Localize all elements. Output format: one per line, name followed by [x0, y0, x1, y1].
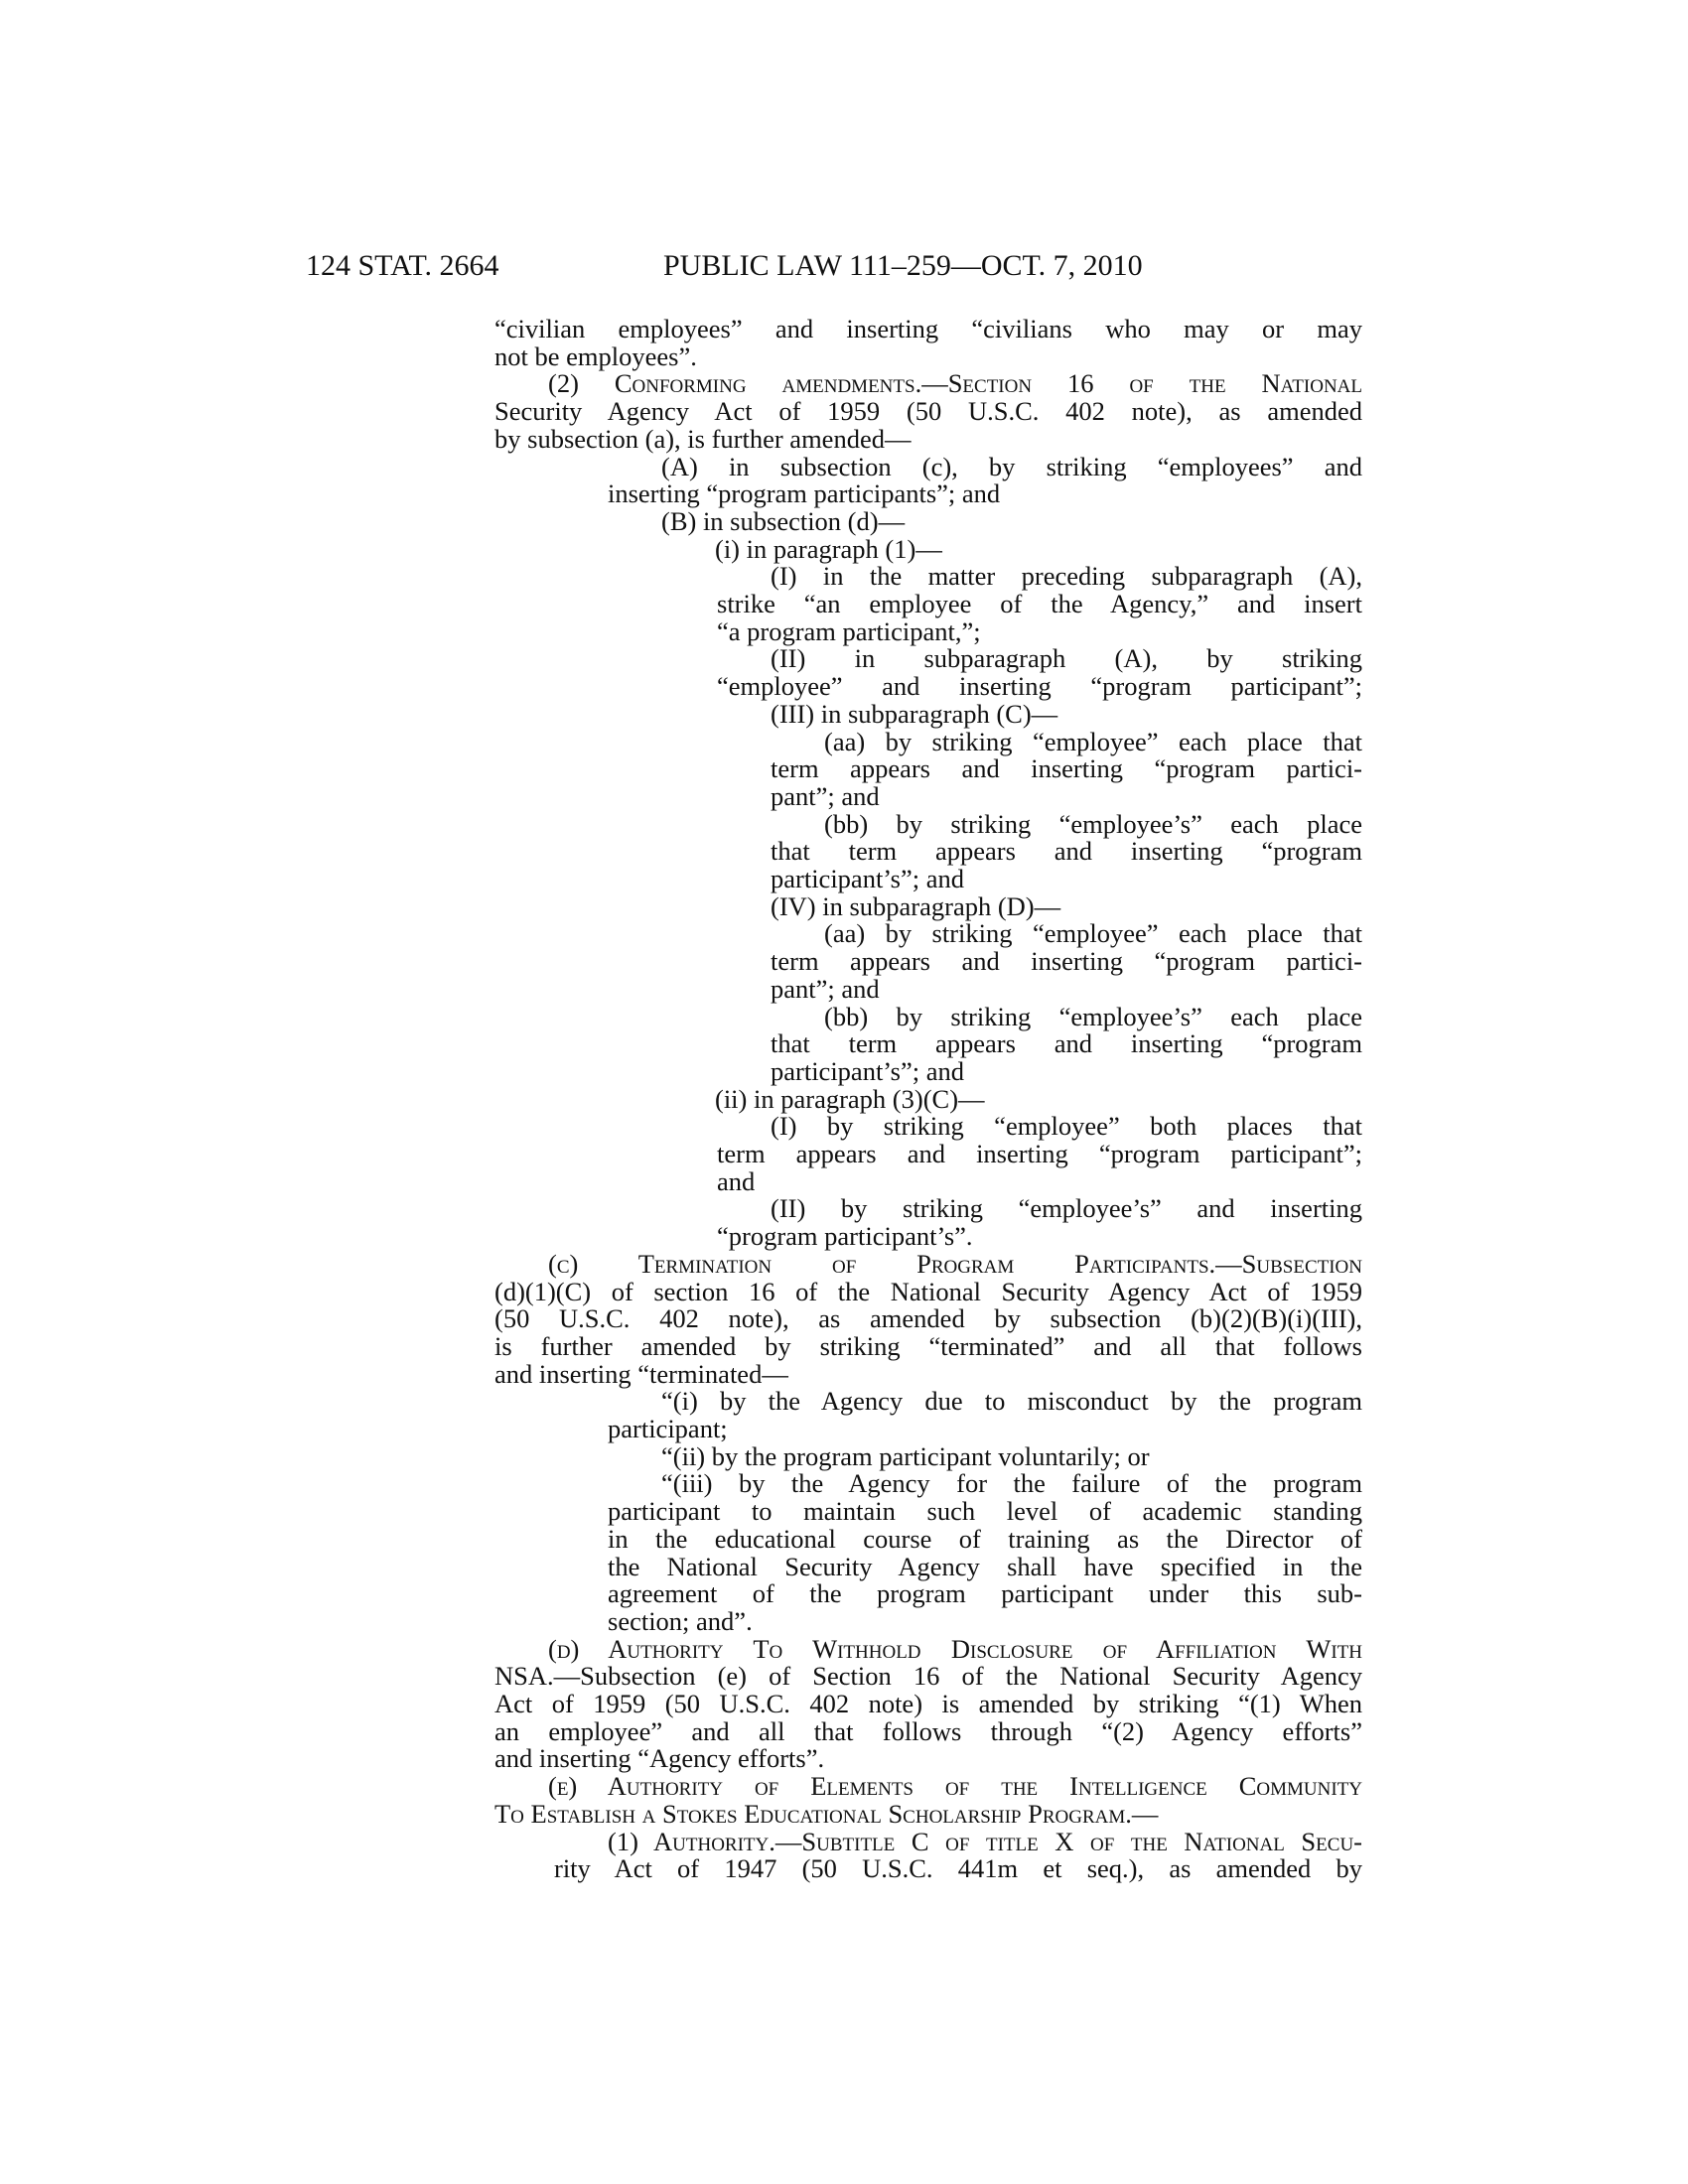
text-line: NSA.—Subsection (e) of Section 16 of the National Security Agency [494, 1663, 1362, 1692]
text-line: (I) in the matter preceding subparagraph (A), [771, 563, 1362, 592]
text-line: that term appears and inserting “program [771, 1030, 1362, 1059]
text-line: pant”; and [771, 780, 880, 811]
text-line: term appears and inserting “program participant”; [717, 1141, 1362, 1168]
text-line: “(ii) by the program participant voluntarily; or [661, 1440, 1150, 1471]
text-line: is further amended by striking “terminated” and all that follows [494, 1332, 1362, 1361]
statute-page-number: 124 STAT. 2664 [306, 249, 499, 282]
text-line: term appears and inserting “program partici- [771, 948, 1362, 977]
section-heading-line: (2) Conforming amendments.—Section 16 of the National [548, 370, 1362, 399]
text-line: (A) in subsection (c), by striking “employees” and [661, 453, 1362, 481]
public-law-title: PUBLIC LAW 111–259—OCT. 7, 2010 [663, 249, 1143, 282]
text-line: “program participant’s”. [717, 1221, 973, 1252]
text-line: and [717, 1165, 756, 1196]
text-line: (IV) in subparagraph (D)— [771, 890, 1061, 921]
text-line: Security Agency Act of 1959 (50 U.S.C. 402 note), as amended [494, 398, 1362, 427]
text-line: participant to maintain such level of academic standing [608, 1498, 1362, 1527]
section-heading-line: (1) Authority.—Subtitle C of title X of the National Secu- [608, 1828, 1362, 1856]
text-line: rity Act of 1947 (50 U.S.C. 441m et seq.), as amended by [554, 1855, 1362, 1884]
text-line: (I) by striking “employee” both places that [771, 1113, 1362, 1142]
text-line: in the educational course of training as the Director of [608, 1525, 1362, 1554]
text-line: (d)(1)(C) of section 16 of the National Security Agency Act of 1959 [494, 1278, 1362, 1306]
text-line: (aa) by striking “employee” each place that [824, 728, 1362, 756]
text-line: that term appears and inserting “program [771, 838, 1362, 867]
text-line: participant’s”; and [771, 864, 964, 893]
text-line: by subsection (a), is further amended— [494, 423, 912, 454]
text-line: pant”; and [771, 973, 880, 1004]
text-line: (bb) by striking “employee’s” each place [824, 810, 1362, 839]
text-line: (B) in subsection (d)— [661, 505, 906, 536]
text-line: an employee” and all that follows through “(2) Agency efforts” [494, 1717, 1362, 1746]
text-line: “(iii) by the Agency for the failure of the program [661, 1470, 1362, 1499]
page-header [0, 244, 1688, 288]
text-line: (aa) by striking “employee” each place that [824, 920, 1362, 949]
section-heading-line: (d) Authority To Withhold Disclosure of Affiliation With [548, 1635, 1362, 1664]
text-line: inserting “program participants”; and [608, 478, 1001, 509]
text-line: “a program participant,”; [717, 615, 981, 646]
text-line: agreement of the program participant under this sub- [608, 1580, 1362, 1609]
text-line: and inserting “Agency efforts”. [494, 1743, 825, 1774]
section-heading-line: (c) Termination of Program Participants.—Subsection [548, 1250, 1362, 1279]
text-line: section; and”. [608, 1605, 753, 1636]
text-line: strike “an employee of the Agency,” and insert [717, 591, 1362, 618]
text-line: (ii) in paragraph (3)(C)— [715, 1083, 985, 1114]
text-line: not be employees”. [494, 341, 697, 371]
text-line: (bb) by striking “employee’s” each place [824, 1003, 1362, 1031]
text-line: participant; [608, 1414, 728, 1443]
text-line: term appears and inserting “program partici- [771, 755, 1362, 784]
text-line: (50 U.S.C. 402 note), as amended by subsection (b)(2)(B)(i)(III), [494, 1305, 1362, 1334]
text-line: “civilian employees” and inserting “civilians who may or may [494, 316, 1362, 343]
text-line: (II) by striking “employee’s” and inserting [771, 1195, 1362, 1224]
text-line: the National Security Agency shall have specified in the [608, 1553, 1362, 1581]
text-line: “(i) by the Agency due to misconduct by the program [661, 1388, 1362, 1417]
text-line: (II) in subparagraph (A), by striking [771, 645, 1362, 674]
text-line: participant’s”; and [771, 1055, 964, 1086]
text-line: (i) in paragraph (1)— [715, 533, 942, 564]
text-line: (III) in subparagraph (C)— [771, 698, 1058, 729]
section-heading-line: To Establish a Stokes Educational Scholarship Program.— [494, 1798, 1159, 1829]
text-line: and inserting “terminated— [494, 1358, 788, 1389]
text-line: “employee” and inserting “program participant”; [717, 673, 1362, 702]
text-line: Act of 1959 (50 U.S.C. 402 note) is amended by striking “(1) When [494, 1691, 1362, 1718]
section-heading-line: (e) Authority of Elements of the Intelligence Community [548, 1773, 1362, 1802]
